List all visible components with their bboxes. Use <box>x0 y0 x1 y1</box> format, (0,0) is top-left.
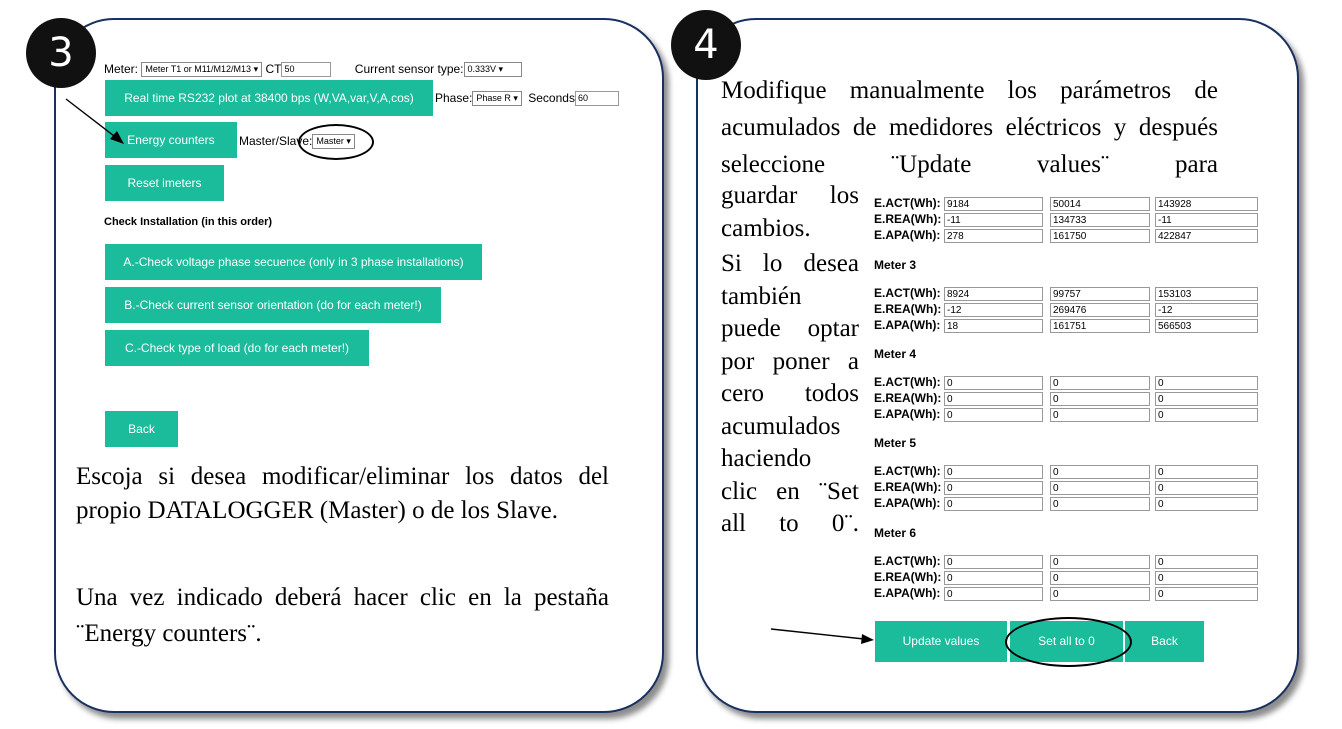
energy-value-input[interactable]: 0 <box>1155 376 1258 390</box>
sensor-type-label: Current sensor type: <box>354 62 464 76</box>
meter-select[interactable]: Meter T1 or M11/M12/M13 ▾ <box>141 62 262 77</box>
energy-row-label: E.REA(Wh): <box>874 391 942 405</box>
phase-label: Phase: <box>435 91 473 105</box>
energy-value-input[interactable]: 0 <box>1050 376 1150 390</box>
energy-value-input[interactable]: 0 <box>944 465 1043 479</box>
side-text-line: clic en ¨Set <box>721 478 859 505</box>
energy-value-input[interactable]: 0 <box>944 481 1043 495</box>
ct-input[interactable]: 50 <box>281 62 331 77</box>
energy-value-input[interactable]: 161750 <box>1050 229 1150 243</box>
energy-value-input[interactable]: 0 <box>944 408 1043 422</box>
check-load-type-button[interactable]: C.-Check type of load (do for each meter!) <box>105 330 369 366</box>
energy-row-label: E.ACT(Wh): <box>874 554 941 568</box>
energy-value-input[interactable]: 0 <box>1155 555 1258 569</box>
energy-value-input[interactable]: 0 <box>944 587 1043 601</box>
energy-row-label: E.ACT(Wh): <box>874 196 941 210</box>
energy-value-input[interactable]: -12 <box>944 303 1043 317</box>
energy-value-input[interactable]: 143928 <box>1155 197 1258 211</box>
energy-value-input[interactable]: 8924 <box>944 287 1043 301</box>
energy-value-input[interactable]: 0 <box>1050 571 1150 585</box>
energy-value-input[interactable]: 161751 <box>1050 319 1150 333</box>
energy-value-input[interactable]: 18 <box>944 319 1043 333</box>
back-button[interactable]: Back <box>105 411 178 447</box>
energy-value-input[interactable]: 0 <box>1050 497 1150 511</box>
realtime-plot-button[interactable]: Real time RS232 plot at 38400 bps (W,VA,var,V,A,cos) <box>105 80 433 116</box>
energy-value-input[interactable]: 0 <box>1050 392 1150 406</box>
seconds-label: Seconds <box>528 91 575 105</box>
pointer-arrow <box>768 622 878 652</box>
energy-value-input[interactable]: 0 <box>1155 587 1258 601</box>
energy-row-label: E.ACT(Wh): <box>874 286 941 300</box>
highlight-ellipse <box>1005 617 1132 667</box>
side-text-line: all to 0¨. <box>721 510 859 537</box>
energy-value-input[interactable]: 0 <box>944 497 1043 511</box>
energy-value-input[interactable]: 422847 <box>1155 229 1258 243</box>
energy-value-input[interactable]: 278 <box>944 229 1043 243</box>
set-all-to-zero-button[interactable]: Set all to 0 <box>1010 621 1123 662</box>
sensor-type-select[interactable]: 0.333V ▾ <box>464 62 522 77</box>
energy-value-input[interactable]: 0 <box>1050 465 1150 479</box>
seconds-input[interactable]: 60 <box>575 91 619 106</box>
energy-value-input[interactable]: 0 <box>1155 408 1258 422</box>
side-text-line: acumulados <box>721 413 841 440</box>
energy-value-input[interactable]: 134733 <box>1050 213 1150 227</box>
check-phase-sequence-button[interactable]: A.-Check voltage phase secuence (only in 3 phase installations) <box>105 244 482 280</box>
step-4-badge: 4 <box>671 10 741 80</box>
highlight-ellipse <box>298 124 374 160</box>
meter-group-title: Meter 3 <box>874 258 917 272</box>
energy-row-label: E.REA(Wh): <box>874 302 942 316</box>
energy-row-label: E.REA(Wh): <box>874 212 942 226</box>
side-text-line: puede optar <box>721 315 859 342</box>
energy-value-input[interactable]: -11 <box>1155 213 1258 227</box>
check-sensor-orientation-button[interactable]: B.-Check current sensor orientation (do for each meter!) <box>105 287 441 323</box>
energy-value-input[interactable]: 0 <box>1155 497 1258 511</box>
phase-select[interactable]: Phase R ▾ <box>472 91 522 106</box>
side-text-line: también <box>721 283 802 310</box>
energy-counters-button[interactable]: Energy counters <box>105 122 237 158</box>
energy-row-label: E.REA(Wh): <box>874 570 942 584</box>
energy-value-input[interactable]: 50014 <box>1050 197 1150 211</box>
energy-value-input[interactable]: 99757 <box>1050 287 1150 301</box>
energy-value-input[interactable]: 0 <box>944 555 1043 569</box>
energy-value-input[interactable]: 0 <box>944 571 1043 585</box>
energy-value-input[interactable]: 0 <box>944 392 1043 406</box>
meter-group-title: Meter 5 <box>874 436 917 450</box>
energy-row-label: E.ACT(Wh): <box>874 375 941 389</box>
side-text-line: Si lo desea <box>721 250 859 277</box>
meter-group-title: Meter 6 <box>874 526 917 540</box>
meter-label: Meter: <box>104 62 139 76</box>
energy-value-input[interactable]: -12 <box>1155 303 1258 317</box>
energy-value-input[interactable]: 0 <box>1155 571 1258 585</box>
energy-value-input[interactable]: 0 <box>1050 555 1150 569</box>
energy-value-input[interactable]: 0 <box>1050 481 1150 495</box>
master-slave-label: Master/Slave: <box>239 134 313 148</box>
energy-value-input[interactable]: 566503 <box>1155 319 1258 333</box>
ct-label: CT <box>265 62 282 76</box>
energy-row-label: E.ACT(Wh): <box>874 464 941 478</box>
energy-value-input[interactable]: 0 <box>1050 408 1150 422</box>
energy-row-label: E.APA(Wh): <box>874 228 941 242</box>
side-text-line: haciendo <box>721 445 812 472</box>
energy-row-label: E.APA(Wh): <box>874 407 941 421</box>
meter-settings-row <box>104 62 522 77</box>
reset-imeters-button[interactable]: Reset imeters <box>105 165 224 201</box>
energy-value-input[interactable]: 0 <box>1050 587 1150 601</box>
energy-value-input[interactable]: -11 <box>944 213 1043 227</box>
energy-row-label: E.APA(Wh): <box>874 496 941 510</box>
side-text-line: por poner a <box>721 348 859 375</box>
caption-step-3-b: Una vez indicado deberá hacer clic en la pestaña ¨Energy counters¨. <box>76 584 609 647</box>
side-text-line: cambios. <box>721 215 811 242</box>
step-3-badge: 3 <box>26 18 96 88</box>
energy-row-label: E.APA(Wh): <box>874 586 941 600</box>
energy-value-input[interactable]: 9184 <box>944 197 1043 211</box>
master-slave-select[interactable]: Master ▾ <box>312 134 355 149</box>
energy-row-label: E.APA(Wh): <box>874 318 941 332</box>
energy-value-input[interactable]: 0 <box>1155 465 1258 479</box>
update-values-button[interactable]: Update values <box>875 621 1007 662</box>
energy-row-label: E.REA(Wh): <box>874 480 942 494</box>
pointer-arrow <box>60 95 130 155</box>
energy-value-input[interactable]: 0 <box>1155 481 1258 495</box>
energy-value-input[interactable]: 269476 <box>1050 303 1150 317</box>
side-text-line: guardar los <box>721 182 859 209</box>
phase-row <box>435 91 619 106</box>
side-text-line: cero todos <box>721 380 859 407</box>
energy-value-input[interactable]: 0 <box>1155 392 1258 406</box>
meter-group-title: Meter 4 <box>874 347 917 361</box>
energy-value-input[interactable]: 153103 <box>1155 287 1258 301</box>
back-button-right[interactable]: Back <box>1125 621 1204 662</box>
check-installation-title: Check Installation (in this order) <box>104 216 273 228</box>
caption-step-3-a: Escoja si desea modificar/eliminar los datos del propio DATALOGGER (Master) o de los Slave. <box>76 463 609 524</box>
intro-text: Modifique manualmente los parámetros de acumulados de medidores eléctricos y después seleccione ¨Update values¨ para <box>721 77 1218 178</box>
energy-value-input[interactable]: 0 <box>944 376 1043 390</box>
